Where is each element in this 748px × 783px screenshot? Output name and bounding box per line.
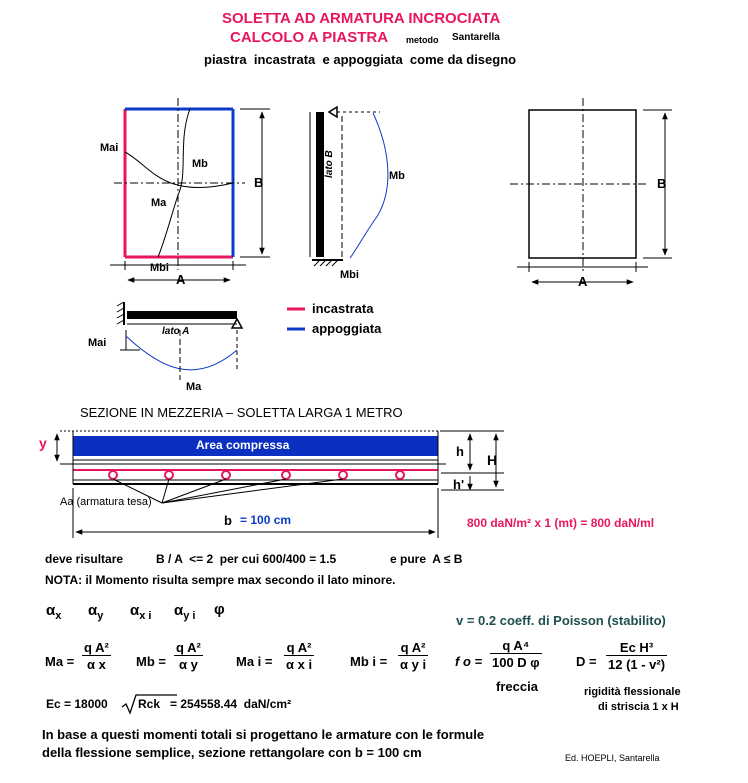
formula-ma-fraction: $\frac{\text{q A²}}{\text{α x}}$ [84,640,109,672]
coef-phi: φ [214,601,225,618]
coef-alpha-y: $\alpha_y$ [88,602,104,622]
formula-mb-fraction: $\frac{\text{q A²}}{\text{α y}}$ [176,640,201,672]
load-text: 800 daN/m² x 1 (mt) = 800 daN/ml [467,516,655,530]
ec-root-arg: Rck [138,697,161,711]
method-label: metodo [406,35,439,45]
coef-alpha-x: $\alpha_x$ [46,602,62,622]
formula-mbi-label: Mb i = [350,654,388,669]
label-dim-a: A [176,272,186,287]
ec-result: = 254558.44 daN/cm² [170,697,292,711]
side-view [310,107,388,266]
label-ma: Ma [151,197,167,209]
label-plain-b: B [657,176,667,191]
beam-diagram [117,302,242,380]
formula-d-caption-line1: rigidità flessionale [584,686,681,698]
footer-line2: della flessione semplice, sezione rettangolare con b = 100 cm [42,745,422,760]
title-line2: CALCOLO A PIASTRA [230,29,389,46]
plain-plate-diagram [510,98,672,282]
footer-credit: Ed. HOEPLI, Santarella [565,753,660,763]
section-title: SEZIONE IN MEZZERIA – SOLETTA LARGA 1 METRO [80,405,403,420]
poisson-note: v = 0.2 coeff. di Poisson (stabilito) [456,613,666,628]
formula-d-label: D = [576,654,597,669]
legend-label-incastrata: incastrata [312,301,374,316]
section-label-H: H [487,452,498,468]
condition-suffix: e pure A ≤ B [390,552,463,566]
formula-d-caption-line2: di striscia 1 x H [598,701,679,713]
condition-note: NOTA: il Momento risulta sempre max secondo il lato minore. [45,573,396,587]
formula-mb-label: Mb = [136,654,166,669]
label-mai: Mai [100,142,119,154]
footer-line1: In base a questi momenti totali si progettano le armature con le formule [42,727,485,742]
label-beam-mai: Mai [88,337,107,349]
formula-fo-label: f o = [455,654,483,669]
ec-prefix: Ec = 18000 [46,697,108,711]
section-width-label: b [224,513,232,528]
section-area-label: Area compressa [196,438,290,452]
label-side-mb: Mb [389,170,405,182]
title-line1: SOLETTA AD ARMATURA INCROCIATA [222,10,501,27]
coef-alpha-yi: $\alpha_{y i}$ [174,602,196,622]
formula-fo-fraction: $\frac{\text{q A⁴}}{\text{100 D φ}}$ [492,638,540,670]
page-subtitle: piastra incastrata e appoggiata come da disegno [204,52,517,67]
formula-mbi-fraction: $\frac{\text{q A²}}{\text{α y i}}$ [400,640,427,672]
legend-label-appoggiata: appoggiata [312,321,382,336]
plate-diagram [110,98,270,280]
label-mbi: Mbi [150,262,169,274]
label-mb: Mb [192,158,208,170]
label-lato-b: lato B [324,150,335,178]
section-label-h: h [456,444,464,459]
section-width-value: = 100 cm [240,513,292,527]
section-reinforcement-label: Aa (armatura tesa) [60,496,152,508]
formula-mai-label: Ma i = [236,654,273,669]
label-side-mbi: Mbi [340,269,359,281]
formula-mai-fraction: $\frac{\text{q A²}}{\text{α x i}}$ [286,640,313,672]
section-label-h-prime: h' [453,477,465,492]
formula-ma-label: Ma = [45,654,75,669]
section-label-y: y [39,435,47,451]
label-beam-ma: Ma [186,381,202,393]
coef-alpha-xi: $\alpha_{x i}$ [130,602,152,622]
label-dim-b: B [254,175,264,190]
formula-d-fraction: $\frac{\text{Ec H³}}{\text{12 (1 - v²)}}$ [608,640,666,672]
label-lato-a: lato A [162,326,190,337]
formula-fo-caption: freccia [496,679,538,694]
label-plain-a: A [578,274,588,289]
condition-prefix: deve risultare [45,552,124,566]
condition-ratio: B / A <= 2 per cui 600/400 = 1.5 [156,552,337,566]
method-author: Santarella [452,32,500,43]
